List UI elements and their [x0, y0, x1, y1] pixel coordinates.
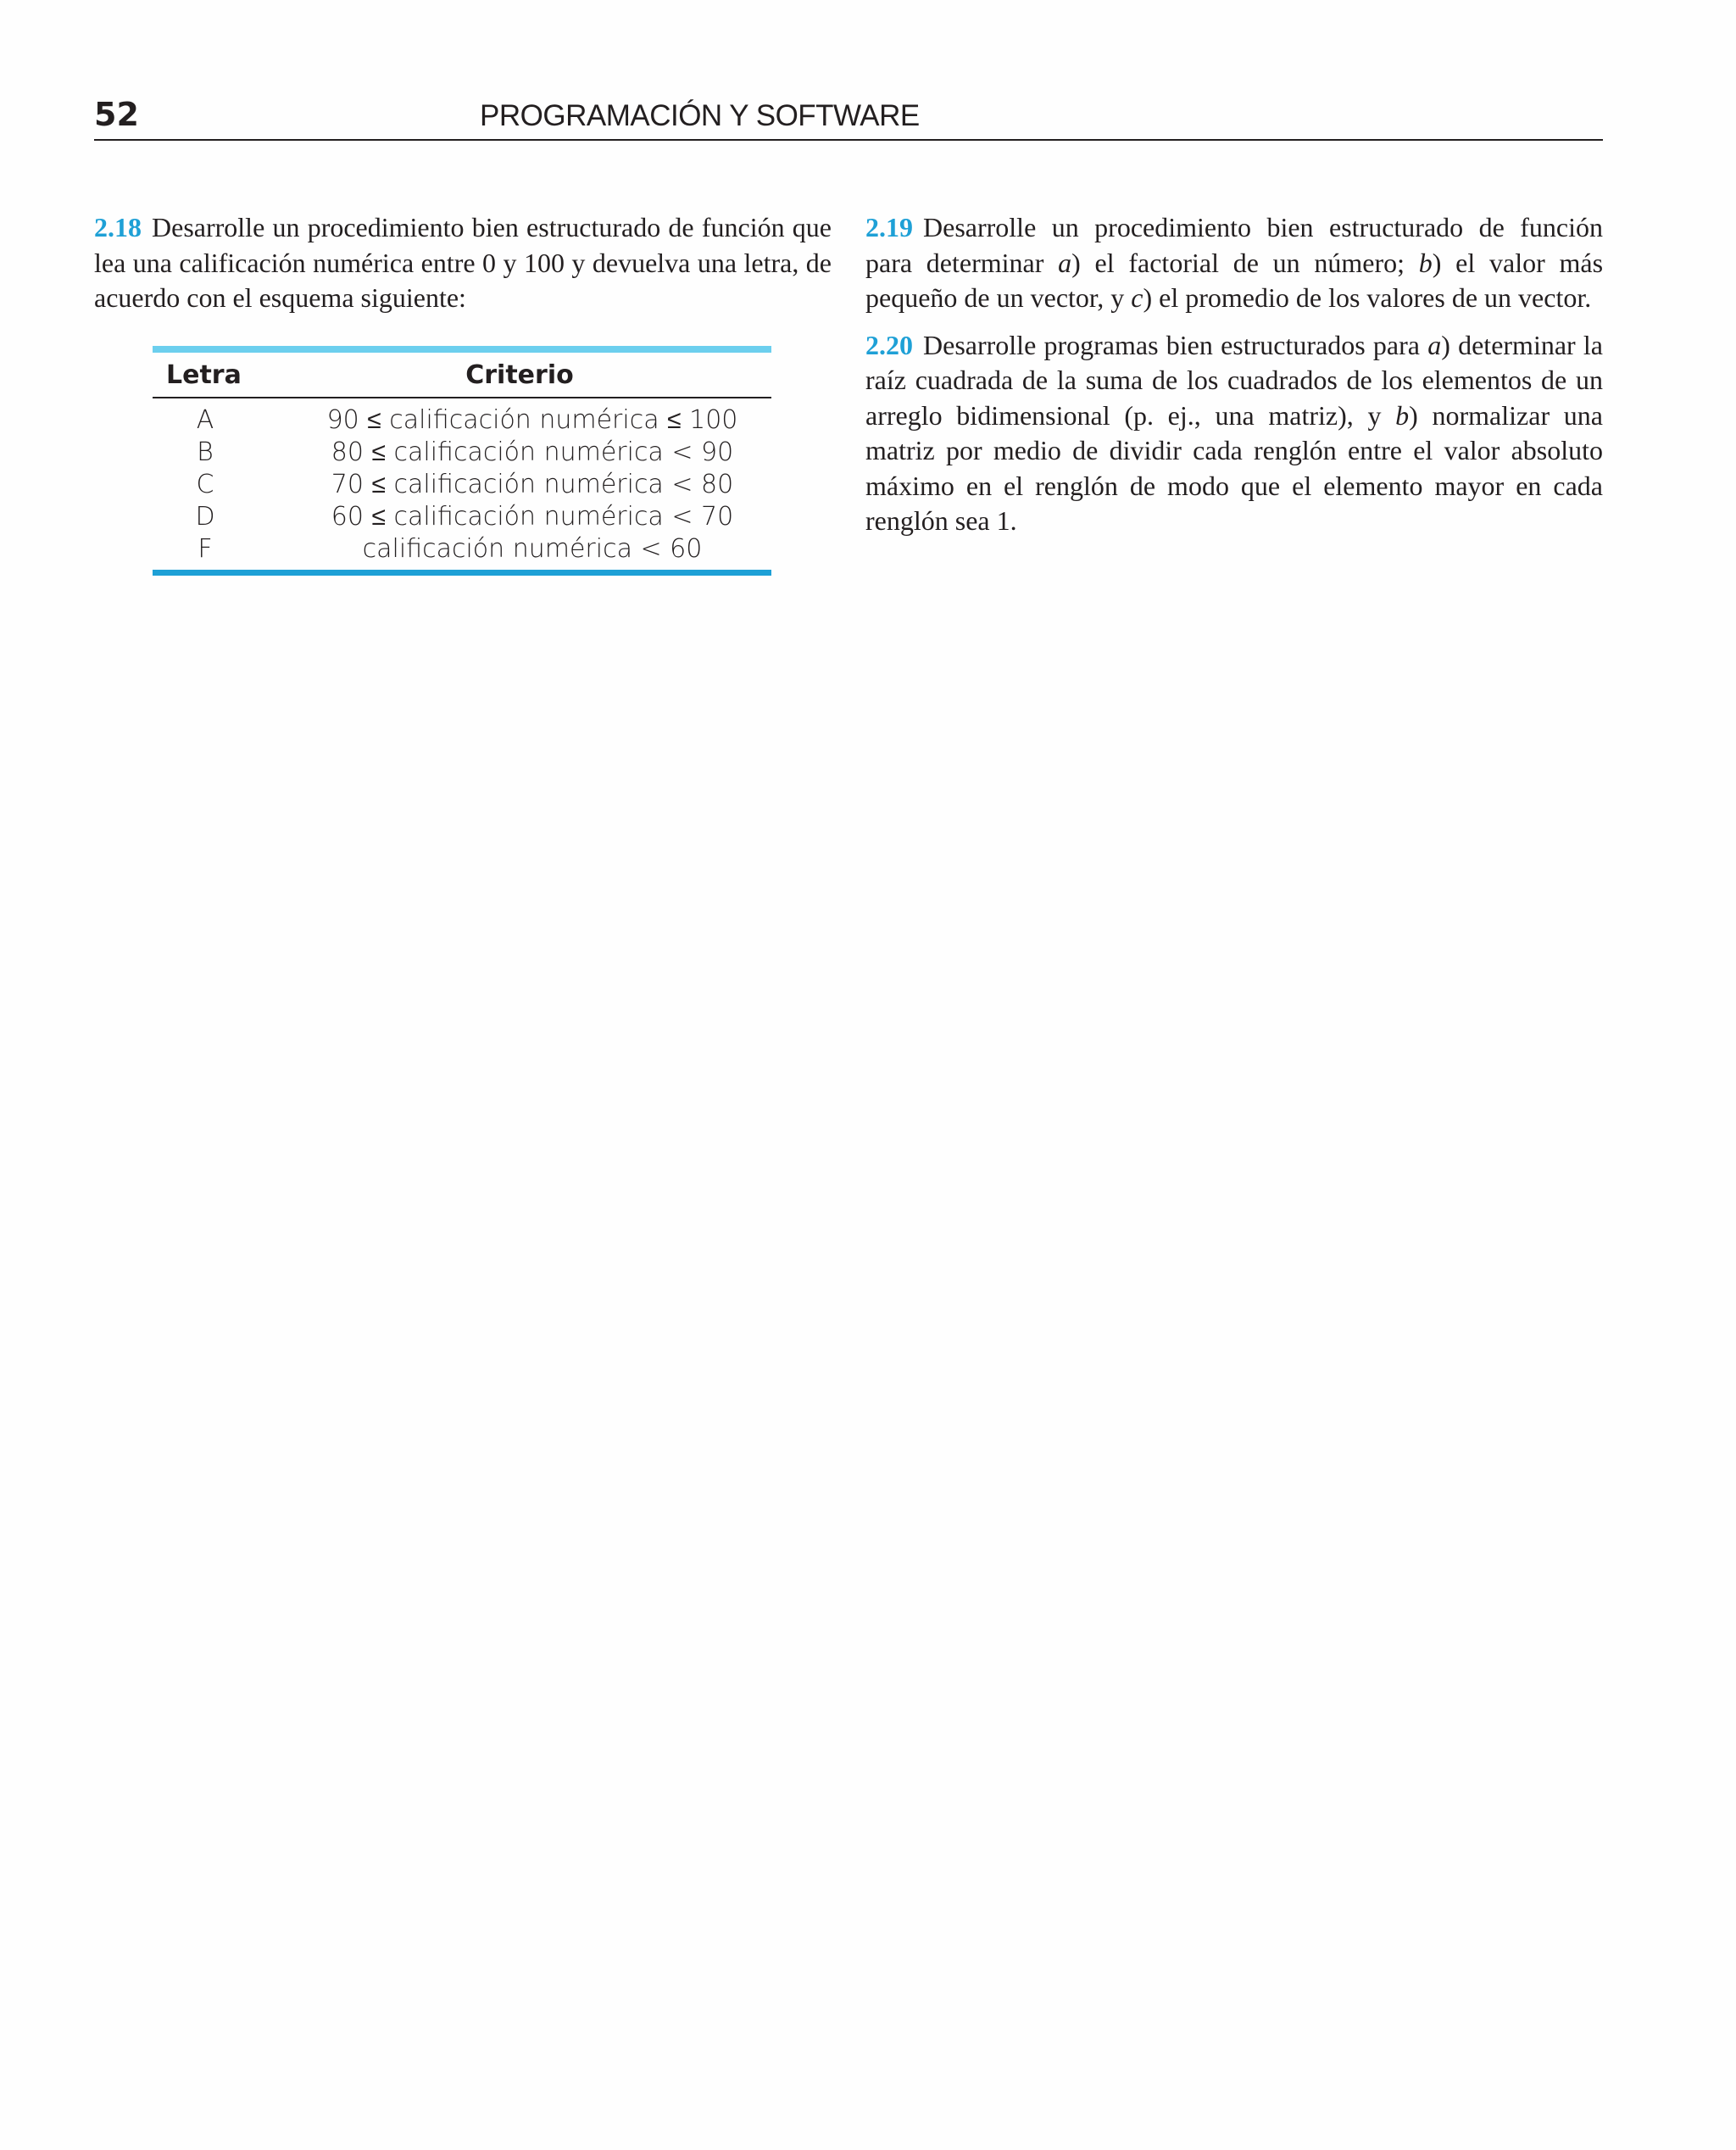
- table-bottom-rule: [153, 573, 771, 576]
- cell-letra: C: [196, 469, 214, 499]
- running-head: PROGRAMACIÓN Y SOFTWARE: [480, 99, 920, 132]
- problem-text-part: ) normalizar una matriz por medio de dividir cada renglón entre el valor absoluto máximo en el renglón de modo que el elemento mayor en cada renglón sea 1.: [865, 399, 1604, 536]
- column-header-letra: Letra: [166, 359, 242, 390]
- cell-letra: D: [195, 501, 215, 532]
- problem-text-part: Desarrolle programas bien estructurados para: [923, 329, 1428, 360]
- problem-number: 2.20: [865, 329, 913, 360]
- table-bottom-rule-cell: [153, 573, 771, 576]
- table-row: [153, 500, 771, 532]
- problem-2-20: [865, 328, 1603, 539]
- cell-criterio: 60 ≤ calificación numérica < 70: [331, 501, 734, 532]
- cell-criterio: 70 ≤ calificación numérica < 80: [331, 469, 734, 499]
- item-marker-b: b: [1395, 399, 1410, 431]
- table-row: [153, 398, 771, 436]
- cell-criterio: calificación numérica < 60: [362, 533, 703, 564]
- table-row: [153, 532, 771, 573]
- problem-2-19: [865, 210, 1603, 316]
- table-row: [153, 468, 771, 500]
- problem-text-part: Desarrolle un procedimiento bien estructurado de función para determinar: [865, 212, 1603, 278]
- page-number: 52: [94, 96, 139, 133]
- cell-letra: B: [197, 437, 214, 467]
- right-column: [865, 210, 1603, 551]
- problem-text-part: ) el promedio de los valores de un vector.: [1143, 282, 1592, 313]
- item-marker-a: a: [1058, 247, 1072, 278]
- cell-criterio: 90 ≤ calificación numérica ≤ 100: [326, 404, 738, 435]
- problem-text-part: ) el factorial de un número;: [1071, 247, 1419, 278]
- cell-letra: F: [198, 533, 213, 564]
- table-header-row: [153, 349, 771, 398]
- page-header: [94, 93, 1603, 141]
- cell-letra: A: [196, 404, 214, 435]
- problem-text-part: ) determinar la raíz cuadrada de la suma de los cuadrados de los elementos de un arreglo bidimensional (p. ej., una matriz), y: [865, 329, 1604, 431]
- item-marker-a: a: [1427, 329, 1442, 360]
- problem-number: 2.18: [94, 212, 142, 242]
- problem-text: Desarrolle un procedimiento bien estructurado de función que lea una calificación numérica entre 0 y 100 y devuelva una letra, de acuerdo con el esquema siguiente:: [94, 212, 832, 313]
- problem-text-part: ) el valor más pequeño de un vector, y: [865, 247, 1604, 313]
- problem-number: 2.19: [865, 212, 913, 242]
- item-marker-c: c: [1131, 282, 1143, 313]
- cell-criterio: 80 ≤ calificación numérica < 90: [331, 437, 734, 467]
- column-header-criterio: Criterio: [465, 359, 574, 390]
- grade-table: [153, 346, 771, 576]
- table-row: [153, 436, 771, 468]
- item-marker-b: b: [1418, 247, 1433, 278]
- problem-2-18: [94, 210, 832, 316]
- left-column: [94, 210, 832, 328]
